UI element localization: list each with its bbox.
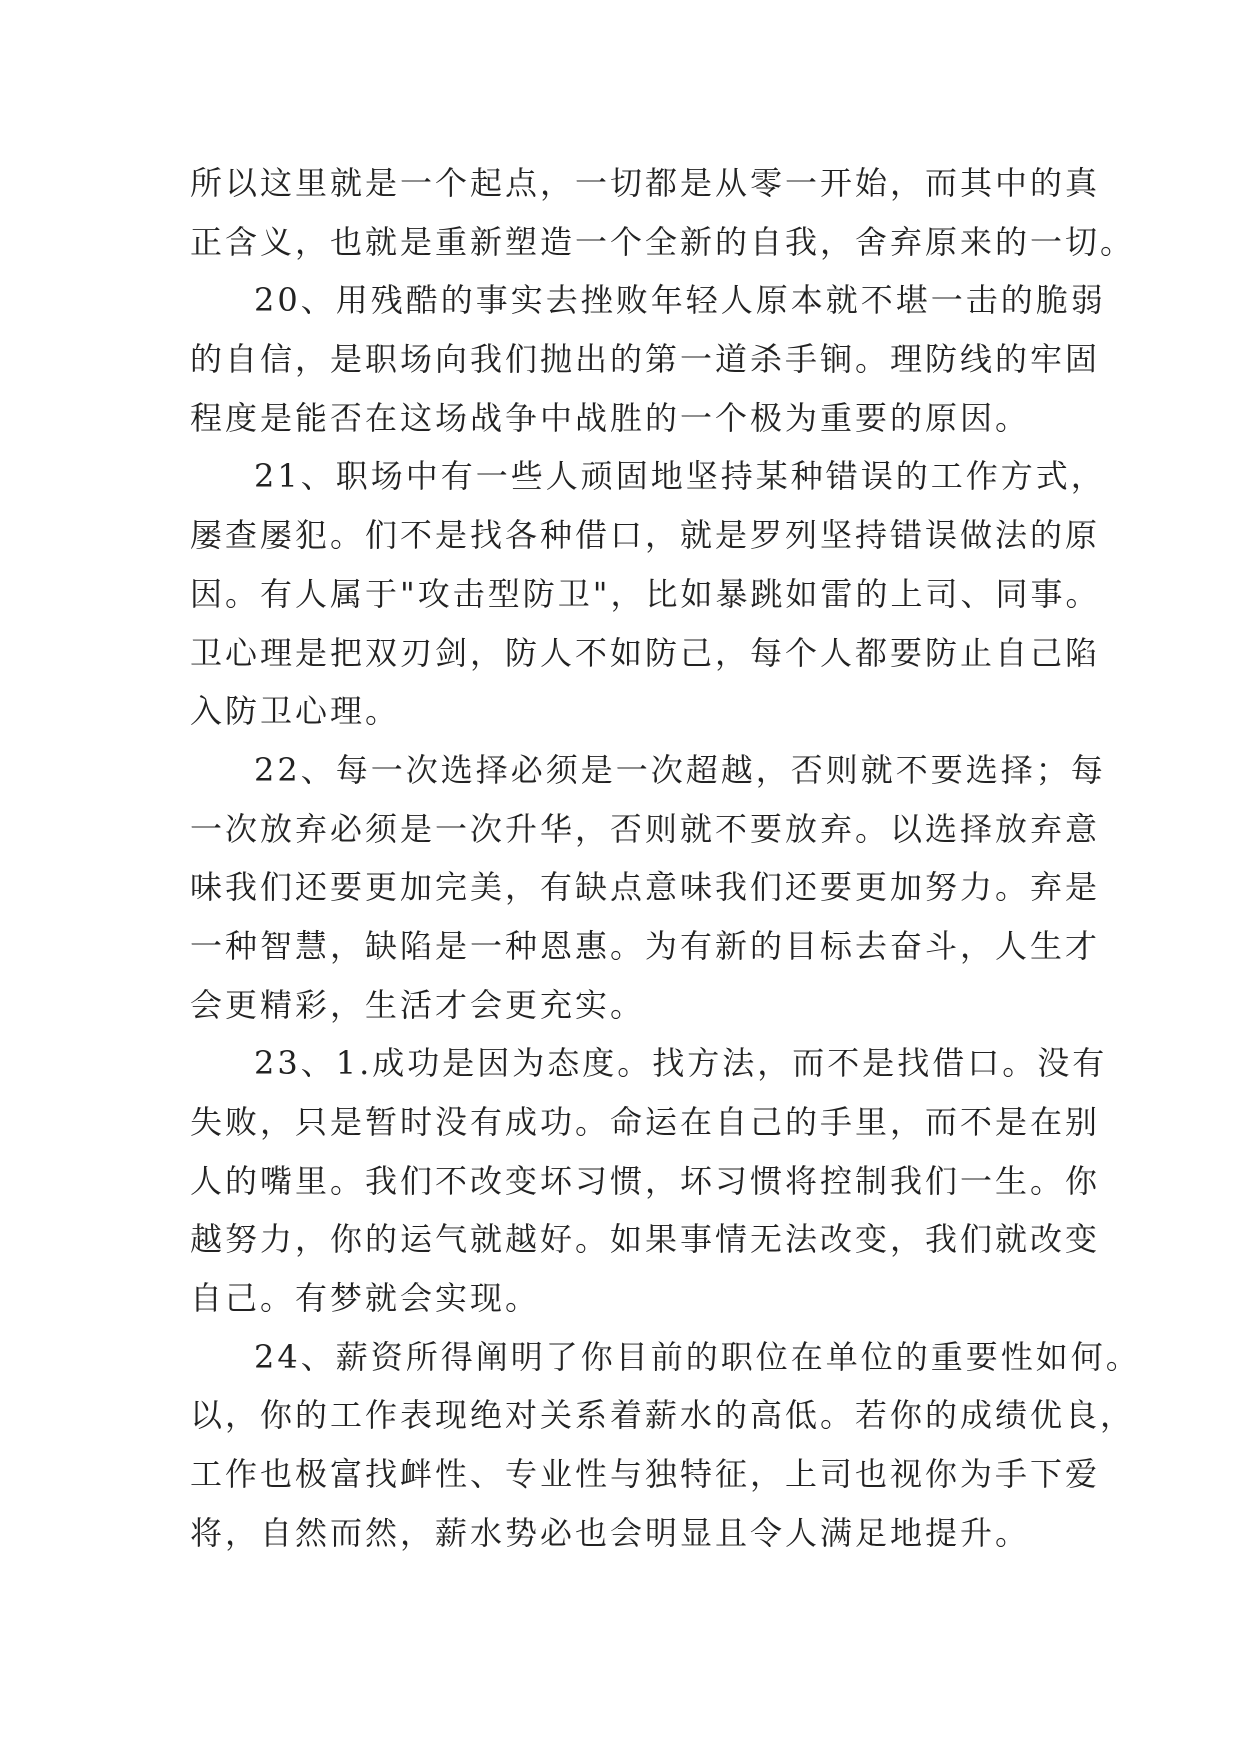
text-line: 一次放弃必须是一次升华，否则就不要放弃。以选择放弃意 <box>190 809 1101 848</box>
text-line: 自己。有梦就会实现。 <box>190 1279 541 1318</box>
text-line: 以，你的工作表现绝对关系着薪水的高低。若你的成绩优良， <box>190 1396 1136 1435</box>
text-line: 将，自然而然，薪水势必也会明显且令人满足地提升。 <box>190 1513 1031 1552</box>
text-line: 的自信，是职场向我们抛出的第一道杀手锏。理防线的牢固 <box>190 340 1101 379</box>
text-line: 程度是能否在这场战争中战胜的一个极为重要的原因。 <box>190 398 1031 437</box>
paragraph-20-start: 20、用残酷的事实去挫败年轻人原本就不堪一击的脆弱 <box>254 281 1106 320</box>
text-line: 入防卫心理。 <box>190 692 401 731</box>
text-line: 卫心理是把双刃剑，防人不如防己，每个人都要防止自己陷 <box>190 633 1101 672</box>
text-line: 人的嘴里。我们不改变坏习惯，坏习惯将控制我们一生。你 <box>190 1161 1101 1200</box>
document-body <box>190 154 1141 1563</box>
text-line: 失败，只是暂时没有成功。命运在自己的手里，而不是在别 <box>190 1103 1101 1141</box>
text-line: 会更精彩，生活才会更充实。 <box>190 985 646 1024</box>
text-line: 工作也极富找衅性、专业性与独特征，上司也视你为手下爱 <box>190 1455 1101 1494</box>
text-line: 所以这里就是一个起点，一切都是从零一开始，而其中的真 <box>190 164 1101 202</box>
text-line: 一种智慧，缺陷是一种恩惠。为有新的目标去奋斗，人生才 <box>190 926 1101 965</box>
paragraph-24-start: 24、薪资所得阐明了你目前的职位在单位的重要性如何。 <box>254 1337 1141 1376</box>
text-line: 屡查屡犯。们不是找各种借口，就是罗列坚持错误做法的原 <box>190 516 1101 555</box>
text-line: 因。有人属于"攻击型防卫"，比如暴跳如雷的上司、同事。 <box>190 574 1101 613</box>
paragraph-22-start: 22、每一次选择必须是一次超越，否则就不要选择；每 <box>254 750 1106 789</box>
text-line: 正含义，也就是重新塑造一个全新的自我，舍弃原来的一切。 <box>190 222 1136 261</box>
text-line: 味我们还要更加完美，有缺点意味我们还要更加努力。弃是 <box>190 868 1101 907</box>
text-line: 越努力，你的运气就越好。如果事情无法改变，我们就改变 <box>190 1220 1101 1259</box>
paragraph-23-start: 23、1.成功是因为态度。找方法，而不是找借口。没有 <box>254 1044 1108 1083</box>
paragraph-21-start: 21、职场中有一些人顽固地坚持某种错误的工作方式， <box>254 457 1106 496</box>
